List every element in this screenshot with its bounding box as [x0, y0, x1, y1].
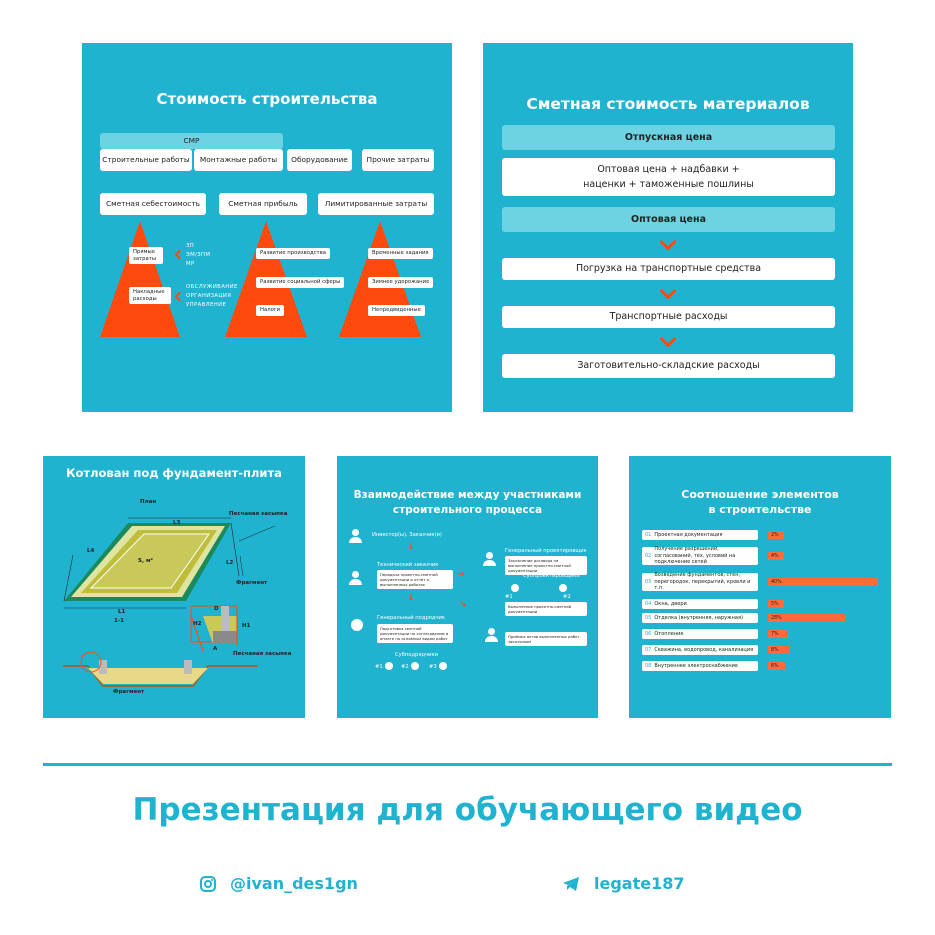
fragment-label: Фрагмент: [236, 580, 268, 586]
divider: [43, 763, 892, 766]
tech-customer-icon: [349, 571, 362, 585]
ratio-item: [642, 599, 758, 609]
plan-label: План: [140, 499, 157, 505]
gen-designer-box: Заключение договора на выполнение проектно-сметной документации: [505, 556, 587, 575]
arrow-right-icon: →: [457, 570, 465, 580]
gen-designer-icon: [483, 552, 496, 566]
wholesale-plus: Оптовая цена + надбавки + наценки + таможенные пошлины: [502, 158, 835, 196]
l1-label: L1: [118, 609, 126, 615]
telegram-handle: legate187: [594, 874, 685, 893]
ratio-item: [642, 629, 758, 639]
ratio-item-label: Отопление: [654, 630, 684, 637]
l2-label: L2: [226, 560, 234, 566]
slide5-title: Соотношение элементов в строительстве: [681, 488, 839, 516]
slide2-title: Сметная стоимость материалов: [526, 95, 810, 113]
construction-works: Строительные работы: [100, 149, 192, 171]
triangle-1: [100, 221, 180, 337]
subdesigners-label: Субпроектировщики: [523, 573, 580, 579]
ratio-bar: 6%: [768, 662, 785, 670]
winter-increase: Зимнее удорожание: [368, 277, 433, 288]
taxes: Налоги: [256, 305, 284, 316]
helmet-icon: [439, 662, 447, 670]
slide3-title: Котлован под фундамент-плита: [66, 466, 282, 480]
sub-number-1: #1: [505, 594, 513, 600]
ratio-item: [642, 573, 758, 591]
arrow-down-icon: ↓: [407, 593, 415, 603]
assembly-works: Монтажные работы: [194, 149, 283, 171]
loading: Погрузка на транспортные средства: [502, 258, 835, 280]
production-development: Развитие производства: [256, 248, 330, 259]
subcontractors-label: Субподрядчики: [395, 652, 438, 658]
slide4-title: Взаимодействие между участниками строительного процесса: [353, 489, 582, 516]
ratio-item-number: 01: [645, 531, 652, 538]
wholesale-price: Оптовая цена: [502, 207, 835, 232]
slide-elements-ratio: [629, 456, 891, 718]
a-label: A: [213, 646, 218, 652]
helmet-icon: [385, 662, 393, 670]
helmet-icon: [411, 662, 419, 670]
ratio-item-number: 02: [645, 552, 652, 559]
ratio-item: [642, 613, 758, 623]
arrow-diagonal-icon: ↘: [459, 600, 467, 610]
contingencies: Непредвиденные: [368, 305, 425, 316]
slide-construction-cost: [82, 43, 452, 412]
tech-customer-box: Передача проектно-сметной документации и отчёт о выполненных работах: [377, 570, 453, 589]
chevron-down-icon: [660, 234, 677, 251]
sub-number-2: #2: [563, 594, 571, 600]
slide-participants: [337, 456, 598, 718]
gen-designer-label: Генеральный проектировщик: [505, 548, 587, 554]
estimated-profit: Сметная прибыль: [219, 193, 307, 215]
telegram-icon: [562, 876, 580, 892]
l4-label: L4: [87, 548, 95, 554]
acceptance-box: Приёмка актов выполненных работ заказчиком: [505, 632, 587, 646]
ratio-item-label: Внутреннее электроснабжение: [654, 662, 738, 669]
other-costs: Прочие затраты: [362, 149, 434, 171]
ratio-bar: 7%: [768, 630, 787, 638]
ratio-bar: 8%: [768, 646, 790, 654]
ratio-item-number: 03: [645, 578, 652, 585]
helmet-icon: [511, 584, 519, 592]
slide-materials-cost: [483, 43, 853, 412]
d-label: D: [214, 606, 219, 612]
ratio-item-number: 06: [645, 630, 652, 637]
sand-fill-label: Песчаная засыпка: [229, 511, 288, 517]
telegram-link[interactable]: [562, 874, 684, 893]
ratio-bar: 2%: [768, 531, 784, 539]
investor-label: Инвестор(ы), Заказчик(и): [372, 532, 442, 538]
ratio-item: [642, 530, 758, 540]
chevron-down-icon: [660, 331, 677, 348]
h1-label: H1: [242, 623, 251, 629]
ratio-item-label: Возведение фундаментов, стен, перегородок, перекрытий, кровли и т.п.: [654, 572, 751, 592]
ratio-item-label: Отделка (внутренняя, наружная): [654, 614, 743, 621]
slide-foundation-pit: [43, 456, 305, 718]
area-label: S, м²: [138, 558, 153, 564]
social-development: Развитие социальной сферы: [256, 277, 344, 288]
tech-customer-label: Технический заказчик: [377, 562, 439, 568]
h2-label: H2: [193, 621, 202, 627]
overhead-costs: Накладные расходы: [129, 287, 171, 304]
ratio-bar: 4%: [768, 552, 784, 560]
slide1-title: Стоимость строительства: [156, 90, 378, 108]
direct-costs-breakdown: ЗП ЭМ/ЗПМ МР: [186, 243, 211, 267]
temporary-buildings: Временные задания: [368, 248, 433, 259]
smr-header: СМР: [100, 133, 283, 149]
ratio-item-number: 08: [645, 662, 652, 669]
gen-contractor-icon: [351, 619, 363, 631]
equipment: Оборудование: [287, 149, 352, 171]
estimated-cost: Сметная себестоимость: [100, 193, 206, 215]
ratio-item: [642, 645, 758, 655]
pit-plan-drawing: [43, 456, 305, 718]
ratio-item-number: 04: [645, 600, 652, 607]
ratio-item-label: Получение разрешений, согласований, тех. условий на подключение сетей: [654, 546, 736, 566]
l3-label: L3: [173, 520, 181, 526]
warehouse-costs: Заготовительно-складские расходы: [502, 354, 835, 378]
ratio-item-number: 05: [645, 614, 652, 621]
ratio-item-label: Окна, двери: [654, 600, 687, 607]
ratio-bar: 28%: [768, 614, 845, 622]
arrow-down-icon: ↓: [407, 542, 415, 552]
gen-contractor-label: Генеральный подрядчик: [377, 615, 446, 621]
instagram-link[interactable]: [200, 874, 358, 893]
ratio-item-number: 07: [645, 646, 652, 653]
transport-costs: Транспортные расходы: [502, 306, 835, 328]
instagram-icon: [200, 876, 216, 892]
ratio-item-label: Скважина, водопровод, канализация: [654, 646, 754, 653]
chevron-down-icon: [660, 283, 677, 300]
instagram-handle: @ivan_des1gn: [230, 874, 358, 893]
direct-costs: Прямые затраты: [129, 247, 163, 264]
document-icon: [485, 628, 498, 642]
overhead-breakdown: ОБСЛУЖИВАНИЕ ОРГАНИЗАЦИЯ УПРАВЛЕНИЕ: [186, 284, 238, 308]
investor-icon: [349, 529, 362, 543]
sub-box: Выполнение проектно-сметной документации: [505, 602, 587, 616]
fragment-label-2: Фрагмент: [113, 689, 145, 695]
ratio-bar: 40%: [768, 578, 878, 586]
subc-number-1: #1: [375, 664, 383, 670]
limited-costs: Лимитированные затраты: [318, 193, 434, 215]
subc-number-3: #3: [429, 664, 437, 670]
helmet-icon: [559, 584, 567, 592]
ratio-item-label: Проектная документация: [654, 531, 723, 538]
gen-contractor-box: Подготовка сметной документации по согласованию и оплате по основным видам работ: [377, 624, 453, 643]
ratio-item: [642, 661, 758, 671]
section-label: 1-1: [114, 618, 124, 624]
sand-fill-label-2: Песчаная засыпка: [233, 651, 292, 657]
ratio-item: [642, 547, 758, 565]
subc-number-2: #2: [401, 664, 409, 670]
presentation-title: Презентация для обучающего видео: [132, 792, 803, 828]
release-price: Отпускная цена: [502, 125, 835, 150]
ratio-bar: 5%: [768, 600, 784, 608]
